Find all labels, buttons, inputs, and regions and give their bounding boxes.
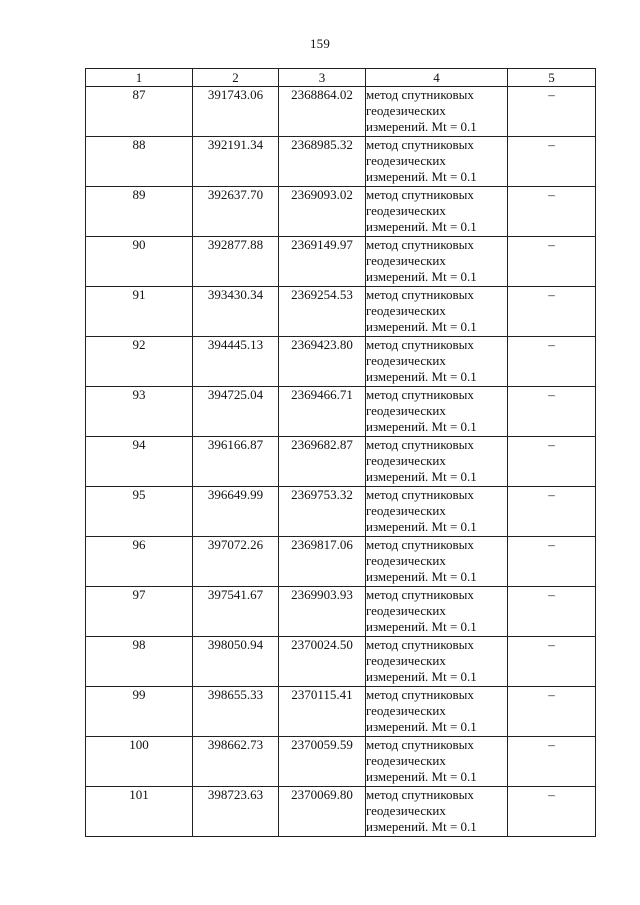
method-line: геодезических xyxy=(366,303,446,318)
x-coordinate-cell: 392191.34 xyxy=(193,137,279,187)
note-cell: – xyxy=(508,587,596,637)
table-body xyxy=(86,87,596,837)
point-number-cell: 87 xyxy=(86,87,193,137)
note-cell: – xyxy=(508,287,596,337)
method-cell xyxy=(366,237,508,287)
y-coordinate-cell: 2369466.71 xyxy=(279,387,366,437)
method-line: измерений. Mt = 0.1 xyxy=(366,569,477,584)
table-row xyxy=(86,737,596,787)
note-cell: – xyxy=(508,537,596,587)
x-coordinate-cell: 394725.04 xyxy=(193,387,279,437)
x-coordinate-cell: 391743.06 xyxy=(193,87,279,137)
point-number-cell: 94 xyxy=(86,437,193,487)
y-coordinate-cell: 2368985.32 xyxy=(279,137,366,187)
note-cell: – xyxy=(508,237,596,287)
table-row xyxy=(86,187,596,237)
method-line: метод спутниковых xyxy=(366,287,474,302)
x-coordinate-cell: 398050.94 xyxy=(193,637,279,687)
method-cell xyxy=(366,787,508,837)
table-row xyxy=(86,487,596,537)
method-line: метод спутниковых xyxy=(366,637,474,652)
y-coordinate-cell: 2368864.02 xyxy=(279,87,366,137)
method-line: измерений. Mt = 0.1 xyxy=(366,369,477,384)
note-cell: – xyxy=(508,487,596,537)
method-line: геодезических xyxy=(366,253,446,268)
method-line: измерений. Mt = 0.1 xyxy=(366,419,477,434)
method-line: метод спутниковых xyxy=(366,387,474,402)
point-number-cell: 88 xyxy=(86,137,193,187)
method-line: измерений. Mt = 0.1 xyxy=(366,669,477,684)
method-line: измерений. Mt = 0.1 xyxy=(366,169,477,184)
point-number-cell: 92 xyxy=(86,337,193,387)
table-row xyxy=(86,687,596,737)
method-cell xyxy=(366,137,508,187)
point-number-cell: 96 xyxy=(86,537,193,587)
x-coordinate-cell: 398723.63 xyxy=(193,787,279,837)
table-header xyxy=(86,69,596,87)
point-number-cell: 90 xyxy=(86,237,193,287)
x-coordinate-cell: 393430.34 xyxy=(193,287,279,337)
method-line: измерений. Mt = 0.1 xyxy=(366,619,477,634)
y-coordinate-cell: 2369903.93 xyxy=(279,587,366,637)
table-row xyxy=(86,437,596,487)
x-coordinate-cell: 397072.26 xyxy=(193,537,279,587)
method-line: метод спутниковых xyxy=(366,337,474,352)
method-line: измерений. Mt = 0.1 xyxy=(366,469,477,484)
x-coordinate-cell: 397541.67 xyxy=(193,587,279,637)
method-line: геодезических xyxy=(366,703,446,718)
method-line: геодезических xyxy=(366,353,446,368)
x-coordinate-cell: 398655.33 xyxy=(193,687,279,737)
method-line: измерений. Mt = 0.1 xyxy=(366,219,477,234)
y-coordinate-cell: 2370115.41 xyxy=(279,687,366,737)
column-header-4: 4 xyxy=(366,69,508,87)
method-line: геодезических xyxy=(366,553,446,568)
method-line: измерений. Mt = 0.1 xyxy=(366,519,477,534)
column-header-5: 5 xyxy=(508,69,596,87)
y-coordinate-cell: 2370069.80 xyxy=(279,787,366,837)
method-line: метод спутниковых xyxy=(366,87,474,102)
y-coordinate-cell: 2369423.80 xyxy=(279,337,366,387)
point-number-cell: 93 xyxy=(86,387,193,437)
method-line: метод спутниковых xyxy=(366,237,474,252)
method-line: измерений. Mt = 0.1 xyxy=(366,119,477,134)
point-number-cell: 89 xyxy=(86,187,193,237)
point-number-cell: 100 xyxy=(86,737,193,787)
note-cell: – xyxy=(508,637,596,687)
point-number-cell: 98 xyxy=(86,637,193,687)
method-cell xyxy=(366,337,508,387)
method-line: метод спутниковых xyxy=(366,437,474,452)
table-row xyxy=(86,137,596,187)
method-line: геодезических xyxy=(366,503,446,518)
method-line: геодезических xyxy=(366,203,446,218)
note-cell: – xyxy=(508,787,596,837)
y-coordinate-cell: 2369817.06 xyxy=(279,537,366,587)
table-row xyxy=(86,237,596,287)
y-coordinate-cell: 2369753.32 xyxy=(279,487,366,537)
x-coordinate-cell: 392637.70 xyxy=(193,187,279,237)
note-cell: – xyxy=(508,337,596,387)
method-line: измерений. Mt = 0.1 xyxy=(366,819,477,834)
table-row xyxy=(86,787,596,837)
y-coordinate-cell: 2370024.50 xyxy=(279,637,366,687)
y-coordinate-cell: 2369682.87 xyxy=(279,437,366,487)
table-row xyxy=(86,587,596,637)
method-line: геодезических xyxy=(366,653,446,668)
note-cell: – xyxy=(508,137,596,187)
coordinates-table xyxy=(85,68,596,837)
method-cell xyxy=(366,87,508,137)
table-row xyxy=(86,537,596,587)
table-row xyxy=(86,637,596,687)
method-cell xyxy=(366,687,508,737)
note-cell: – xyxy=(508,737,596,787)
method-line: измерений. Mt = 0.1 xyxy=(366,269,477,284)
method-line: метод спутниковых xyxy=(366,487,474,502)
note-cell: – xyxy=(508,437,596,487)
method-cell xyxy=(366,737,508,787)
table-row xyxy=(86,337,596,387)
header-row xyxy=(86,69,596,87)
y-coordinate-cell: 2369149.97 xyxy=(279,237,366,287)
note-cell: – xyxy=(508,87,596,137)
method-line: измерений. Mt = 0.1 xyxy=(366,319,477,334)
point-number-cell: 97 xyxy=(86,587,193,637)
column-header-2: 2 xyxy=(193,69,279,87)
method-line: метод спутниковых xyxy=(366,537,474,552)
method-line: метод спутниковых xyxy=(366,687,474,702)
method-line: измерений. Mt = 0.1 xyxy=(366,769,477,784)
table-row xyxy=(86,287,596,337)
point-number-cell: 99 xyxy=(86,687,193,737)
x-coordinate-cell: 398662.73 xyxy=(193,737,279,787)
point-number-cell: 101 xyxy=(86,787,193,837)
method-line: метод спутниковых xyxy=(366,737,474,752)
method-cell xyxy=(366,487,508,537)
method-line: геодезических xyxy=(366,803,446,818)
method-line: геодезических xyxy=(366,453,446,468)
method-line: метод спутниковых xyxy=(366,187,474,202)
method-line: метод спутниковых xyxy=(366,587,474,602)
method-cell xyxy=(366,437,508,487)
column-header-3: 3 xyxy=(279,69,366,87)
method-cell xyxy=(366,637,508,687)
method-cell xyxy=(366,387,508,437)
method-cell xyxy=(366,187,508,237)
method-cell xyxy=(366,587,508,637)
x-coordinate-cell: 396166.87 xyxy=(193,437,279,487)
column-header-1: 1 xyxy=(86,69,193,87)
method-line: геодезических xyxy=(366,403,446,418)
method-line: геодезических xyxy=(366,603,446,618)
table-row xyxy=(86,387,596,437)
method-line: метод спутниковых xyxy=(366,787,474,802)
method-line: геодезических xyxy=(366,153,446,168)
x-coordinate-cell: 394445.13 xyxy=(193,337,279,387)
method-line: геодезических xyxy=(366,753,446,768)
y-coordinate-cell: 2369254.53 xyxy=(279,287,366,337)
y-coordinate-cell: 2370059.59 xyxy=(279,737,366,787)
method-line: метод спутниковых xyxy=(366,137,474,152)
point-number-cell: 95 xyxy=(86,487,193,537)
note-cell: – xyxy=(508,687,596,737)
page-number: 159 xyxy=(309,36,331,51)
table-row xyxy=(86,87,596,137)
point-number-cell: 91 xyxy=(86,287,193,337)
y-coordinate-cell: 2369093.02 xyxy=(279,187,366,237)
note-cell: – xyxy=(508,187,596,237)
method-cell xyxy=(366,537,508,587)
method-cell xyxy=(366,287,508,337)
method-line: геодезических xyxy=(366,103,446,118)
note-cell: – xyxy=(508,387,596,437)
x-coordinate-cell: 396649.99 xyxy=(193,487,279,537)
method-line: измерений. Mt = 0.1 xyxy=(366,719,477,734)
x-coordinate-cell: 392877.88 xyxy=(193,237,279,287)
